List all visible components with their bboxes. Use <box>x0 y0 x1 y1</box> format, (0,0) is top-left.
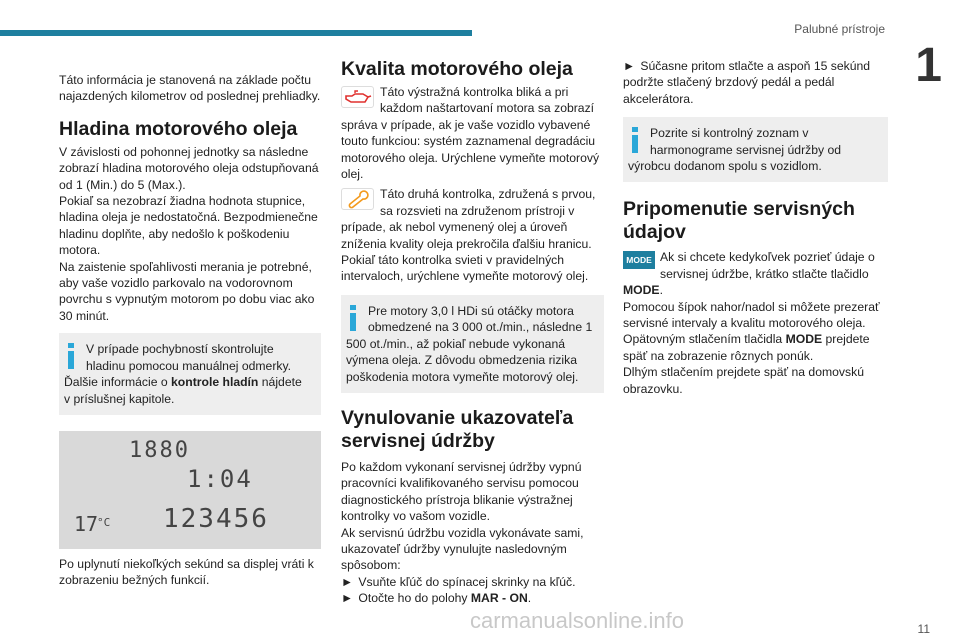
oil-quality-text-2: Táto druhá kontrolka, združená s prvou, sa rozsvieti na združenom prístroji v prípade, ak nebol vymenený olej a úroveň zníženia kvality oleja prekročila ďalšiu hranicu. Pokiaľ táto kontrolka svieti v pravidelných intervaloch, urýchlene vymeňte motorový olej. <box>341 187 596 284</box>
recall-text-2: Pomocou šípok nahor/nadol si môžete prezerať servisné intervaly a kvalitu motorového oleja. <box>623 299 880 331</box>
info-icon <box>348 305 358 331</box>
recall-text-1-end: . <box>659 283 663 298</box>
step-1 <box>341 574 604 590</box>
step-2-bold: MAR - ON <box>470 591 528 606</box>
oil-level-text-3: Na zaistenie spoľahlivosti merania je potrebné, aby vaše vozidlo parkovalo na vodorovnom povrchu s vypnutým motorom po dobu viac ako 30 minút. <box>59 259 315 323</box>
page-number: 11 <box>917 622 930 636</box>
reset-text-1: Po každom vykonaní servisnej údržby vypnú pracovníci kvalifikovaného servisu pomocou diagnostického prístroja blikanie výstražnej kontrolky vo vašom vozidle. <box>341 459 582 524</box>
display-line1: 1880 <box>129 437 190 463</box>
info-icon <box>630 127 640 153</box>
header-accent-bar <box>0 30 472 36</box>
step-2 <box>341 590 604 606</box>
oil-level-text: V závislosti od pohonnej jednotky sa následne zobrazí hladina motorového oleja odstupňovaná od 1 (Min.) do 5 (Max.). <box>59 144 319 192</box>
bullet-arrow: ► <box>341 591 354 606</box>
bullet-arrow: ► <box>341 574 354 589</box>
step-2-end: . <box>527 591 532 606</box>
column-left <box>59 58 321 589</box>
oil-quality-text-1: Táto výstražná kontrolka bliká a pri každom naštartovaní motora sa zobrazí správa v prípade, ak je vaše vozidlo vybavené touto funkciou: systém zaznamenal degradáciu motorového oleja. Urýchlene vymeňte motorový olej. <box>341 85 600 182</box>
info-text-a: V prípade pochybností skontrolujte hladinu pomocou manuálnej odmerky. Ďalšie informácie o <box>64 342 292 390</box>
recall-text-4: Dlhým stlačením prejdete späť na domovskú obrazovku. <box>623 365 864 396</box>
display-line2: 1:04 <box>187 464 253 493</box>
step-2-text: Otočte ho do polohy <box>358 591 471 606</box>
recall-text-3-end: prejdete späť na zobrazenie rôznych ponúk. <box>623 332 870 363</box>
bullet-arrow: ► <box>623 59 636 73</box>
step-3-text: Súčasne pritom stlačte a aspoň 15 sekúnd podržte stlačený brzdový pedál a pedál akcelerátora. <box>623 59 871 106</box>
oil-warning-icon <box>341 86 374 108</box>
oil-quality-para-2 <box>341 186 604 284</box>
step-1-text: Vsuňte kľúč do spínacej skrinky na kľúč. <box>358 574 576 589</box>
heading-oil-quality: Kvalita motorového oleja <box>341 58 573 80</box>
intro-text: Táto informácia je stanovená na základe počtu najazdených kilometrov od poslednej prehliadky. <box>59 73 321 104</box>
info-text-checklist: Pozrite si kontrolný zoznam v harmonograme servisnej údržby od výrobcu dodanom spolu s vozidlom. <box>628 126 842 174</box>
mode-button-icon: MODE <box>623 251 655 269</box>
service-wrench-icon <box>341 188 374 210</box>
display-temperature-unit: °C <box>97 515 111 529</box>
chapter-number: 1 <box>915 39 942 92</box>
info-box-checklist <box>623 117 888 182</box>
info-icon <box>66 343 76 369</box>
display-temperature: 17 <box>74 511 99 536</box>
heading-service-recall: Pripomenutie servisných údajov <box>623 198 855 244</box>
step-3 <box>623 58 888 107</box>
recall-mode-bold: MODE <box>623 283 660 298</box>
recall-mode-bold-2: MODE <box>785 332 823 347</box>
instrument-display-image <box>59 431 321 549</box>
heading-oil-level: Hladina motorového oleja <box>59 117 298 140</box>
info-text-hdi: Pre motory 3,0 l HDi sú otáčky motora obmedzené na 3 000 ot./min., následne 1 500 ot./min., až pokiaľ nebude vykonaná výmena oleja. Z dôvodu obmedzenia rizika poškodenia motora vymeňte motorový olej. <box>346 303 593 384</box>
display-odometer: 123456 <box>163 503 269 534</box>
column-middle <box>341 58 604 607</box>
recall-text-1: Ak si chcete kedykoľvek pozrieť údaje o servisnej údržbe, krátko stlačte tlačidlo <box>660 250 875 281</box>
info-text-c: nájdete v príslušnej kapitole. <box>64 375 302 406</box>
recall-text-3: Opätovným stlačením tlačidla <box>623 332 786 347</box>
heading-reset-service: Vynulovanie ukazovateľa servisnej údržby <box>341 406 574 452</box>
oil-quality-para-1 <box>341 84 604 182</box>
info-text-bold: kontrole hladín <box>171 375 259 390</box>
section-header-title: Palubné prístroje <box>794 22 885 36</box>
info-box-check-level <box>59 333 321 415</box>
oil-level-text-2: Pokiaľ sa nezobrazí žiadna hodnota stupnice, hladina oleja je nedostatočná. Bezpodmienečne hladinu doplňte, aby nedošlo k poškodeniu motora. <box>59 194 318 258</box>
reset-text-2: Ak servisnú údržbu vozidla vykonávate sami, ukazovateľ údržby vynulujte nasledovným spôsobom: <box>341 525 584 573</box>
watermark: carmanualsonline.info <box>470 608 685 633</box>
info-box-3l-hdi <box>341 295 604 393</box>
recall-para-3 <box>623 331 888 364</box>
column-right <box>623 58 888 397</box>
recall-para-1 <box>623 249 888 298</box>
after-display-text: Po uplynutí niekoľkých sekúnd sa displej vráti k zobrazeniu bežných funkcií. <box>59 556 314 588</box>
